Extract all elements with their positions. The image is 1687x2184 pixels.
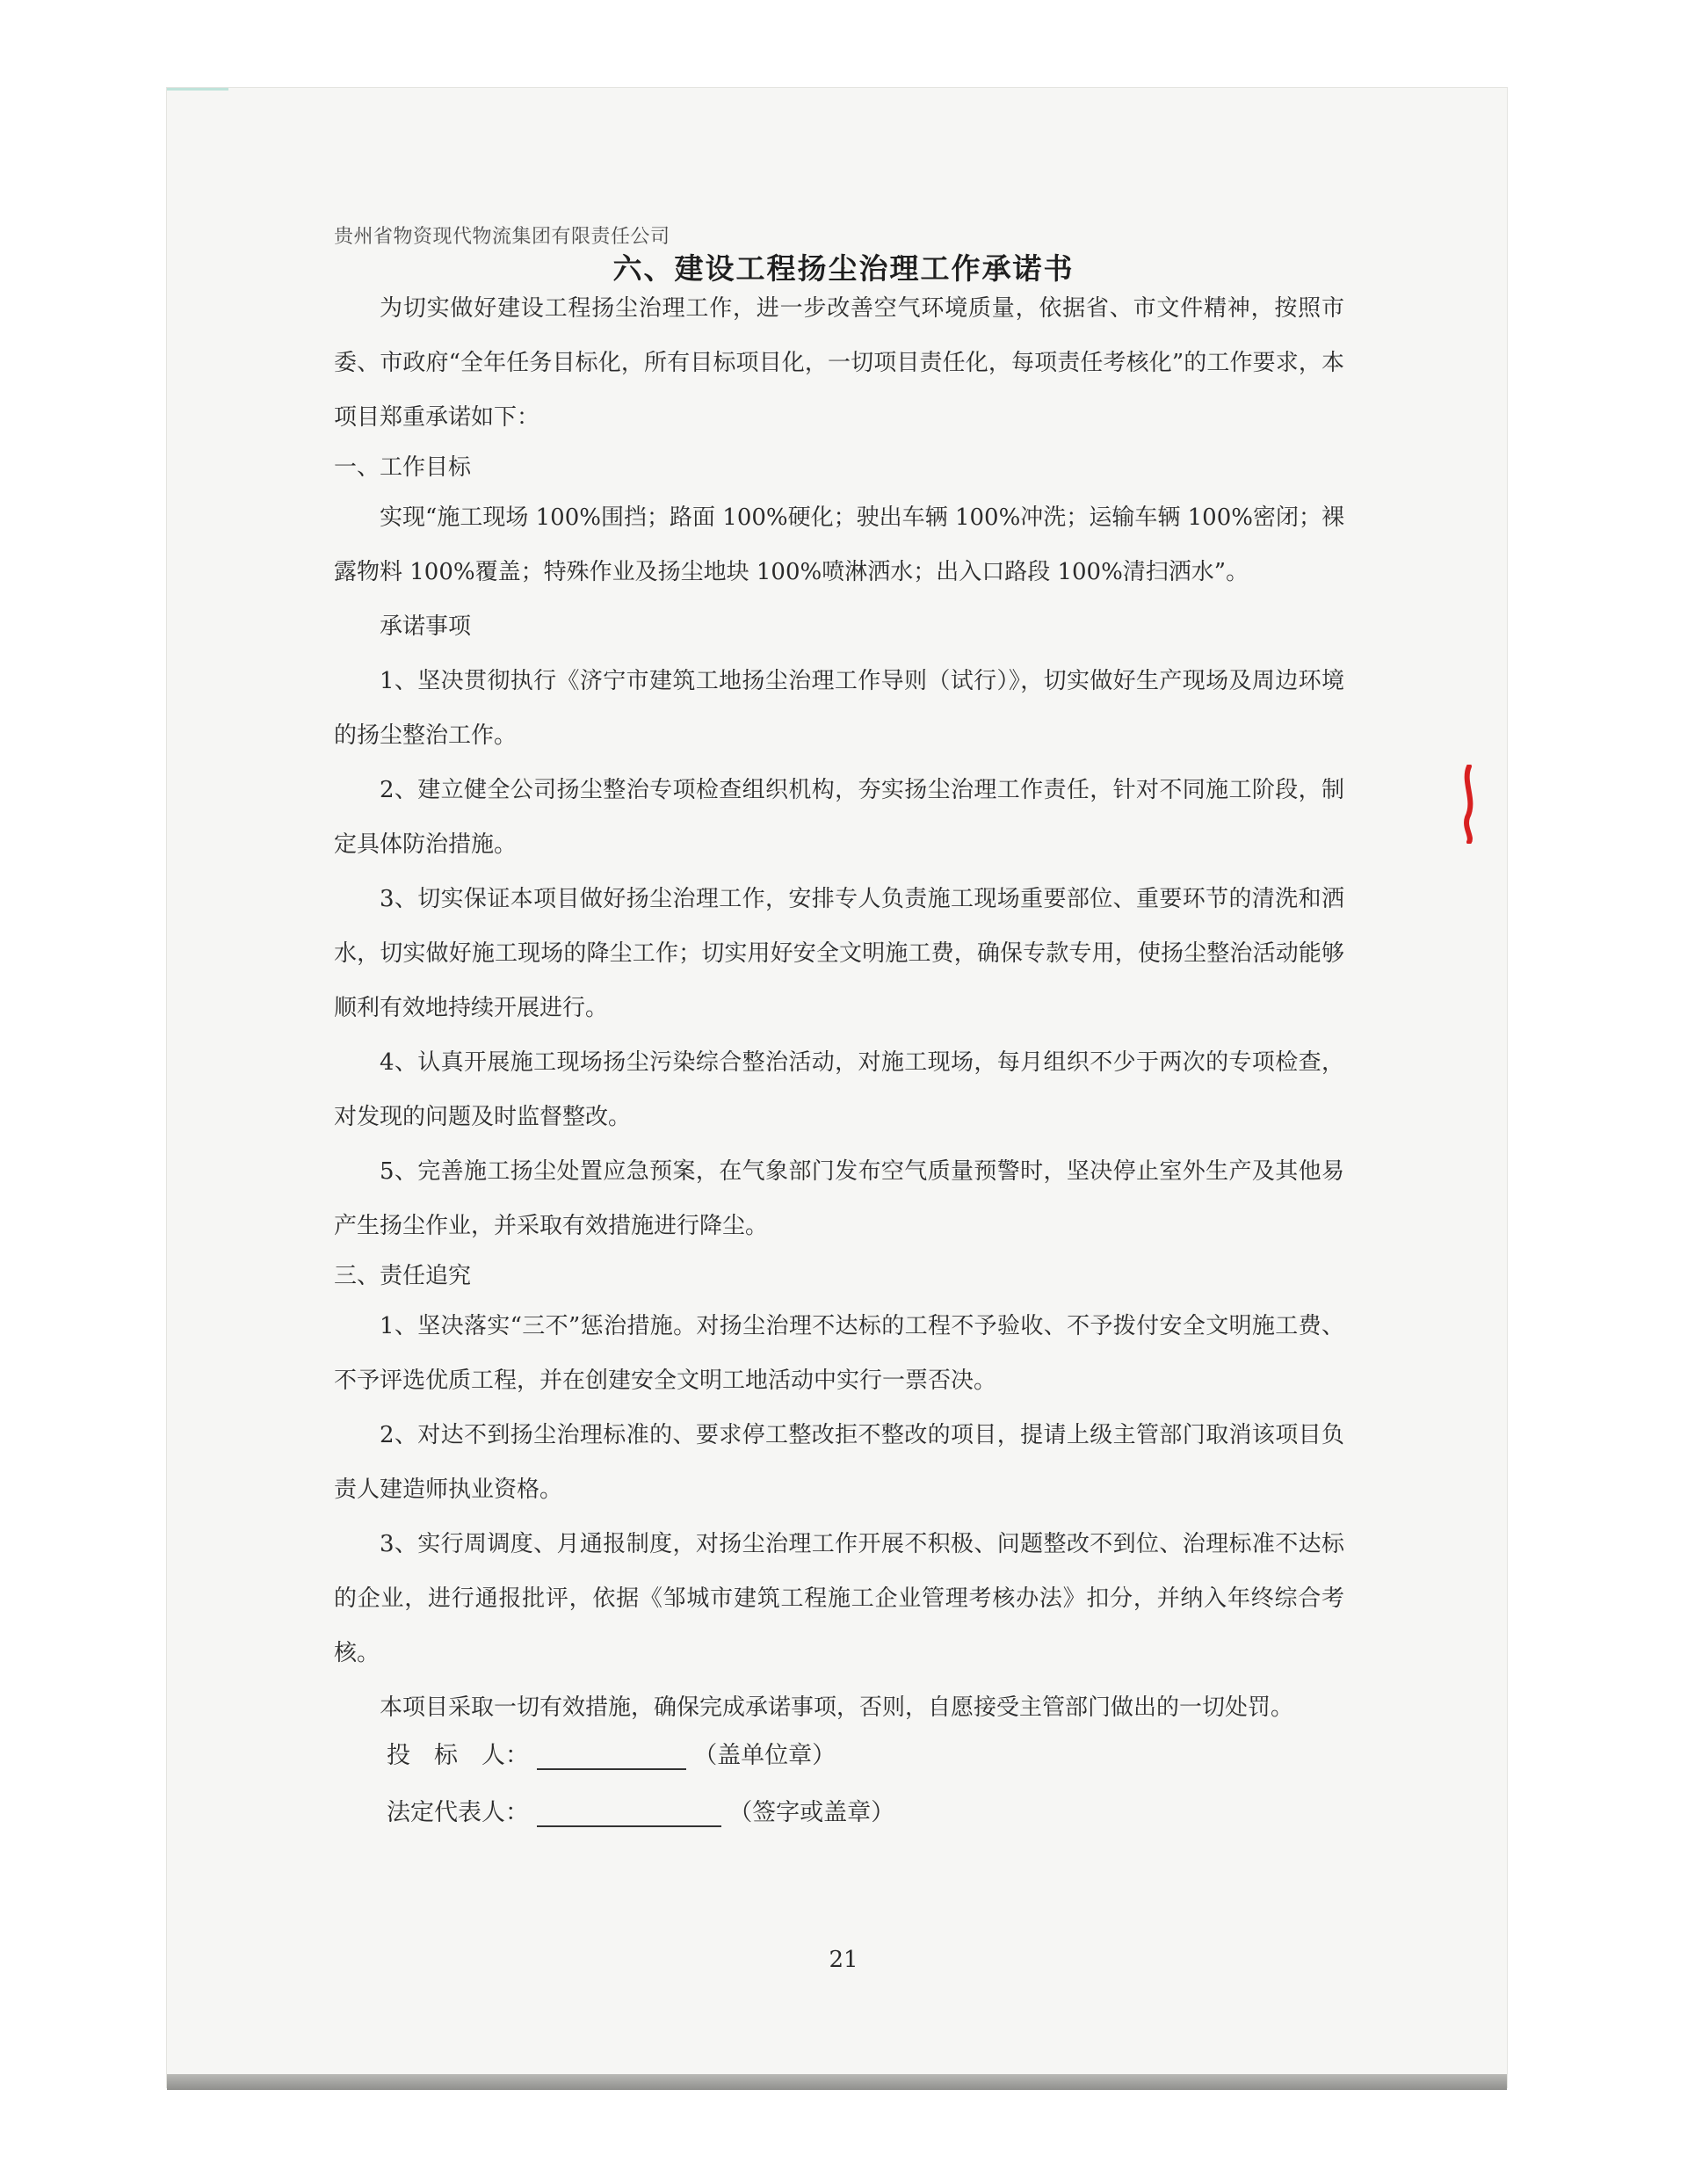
representative-signature-row xyxy=(387,1793,894,1827)
document-body xyxy=(334,281,1344,1735)
intro-paragraph: 为切实做好建设工程扬尘治理工作，进一步改善空气环境质量，依据省、市文件精神，按照市委、市政府“全年任务目标化，所有目标项目化，一切项目责任化，每项责任考核化”的工作要求，本项目郑重承诺如下： xyxy=(334,295,1344,431)
commitment-item: 4、认真开展施工现场扬尘污染综合整治活动，对施工现场，每月组织不少于两次的专项检查，对发现的问题及时监督整改。 xyxy=(334,1049,1344,1130)
bidder-label: 投 标 人： xyxy=(387,1742,529,1769)
commitment-item: 2、建立健全公司扬尘整治专项检查组织机构，夯实扬尘治理工作责任，针对不同施工阶段，制定具体防治措施。 xyxy=(334,777,1344,858)
bidder-blank-line xyxy=(537,1742,686,1770)
representative-blank-line xyxy=(537,1799,721,1827)
company-header: 贵州省物资现代物流集团有限责任公司 xyxy=(334,226,670,248)
page-number: 21 xyxy=(829,1947,858,1973)
document-title: 六、建设工程扬尘治理工作承诺书 xyxy=(612,251,1075,286)
edge-mark xyxy=(167,88,228,91)
accountability-item: 3、实行周调度、月通报制度，对扬尘治理工作开展不积极、问题整改不到位、治理标准不达标的企业，进行通报批评，依据《邹城市建筑工程施工企业管理考核办法》扣分，并纳入年终综合考核。 xyxy=(334,1531,1344,1666)
accountability-item: 2、对达不到扬尘治理标准的、要求停工整改拒不整改的项目，提请上级主管部门取消该项目负责人建造师执业资格。 xyxy=(334,1422,1344,1503)
representative-label: 法定代表人： xyxy=(387,1799,529,1826)
closing-paragraph: 本项目采取一切有效措施，确保完成承诺事项，否则，自愿接受主管部门做出的一切处罚。 xyxy=(380,1694,1294,1721)
bidder-signature-row xyxy=(387,1736,836,1770)
goal-paragraph: 实现“施工现场 100%围挡；路面 100%硬化；驶出车辆 100%冲洗；运输车辆 100%密闭；裸露物料 100%覆盖；特殊作业及扬尘地块 100%喷淋洒水；出入口路段 100%清扫洒水”。 xyxy=(334,504,1344,585)
section-heading-accountability: 三、责任追究 xyxy=(334,1263,472,1289)
commitment-item: 3、切实保证本项目做好扬尘治理工作，安排专人负责施工现场重要部位、重要环节的清洗和洒水，切实做好施工现场的降尘工作；切实用好安全文明施工费，确保专款专用，使扬尘整治活动能够顺利有效地持续开展进行。 xyxy=(334,886,1344,1021)
commitment-item: 1、坚决贯彻执行《济宁市建筑工地扬尘治理工作导则（试行）》，切实做好生产现场及周边环境的扬尘整治工作。 xyxy=(334,668,1344,749)
representative-note: （签字或盖章） xyxy=(728,1799,895,1826)
section-heading-goals: 一、工作目标 xyxy=(334,454,472,481)
bidder-note: （盖单位章） xyxy=(693,1742,836,1769)
section-heading-commitments: 承诺事项 xyxy=(380,613,472,640)
paper-bottom-shadow xyxy=(167,2074,1507,2090)
commitment-item: 5、完善施工扬尘处置应急预案，在气象部门发布空气质量预警时，坚决停止室外生产及其他易产生扬尘作业，并采取有效措施进行降尘。 xyxy=(334,1158,1344,1239)
red-seal-fragment-icon xyxy=(1459,765,1481,844)
accountability-item: 1、坚决落实“三不”惩治措施。对扬尘治理不达标的工程不予验收、不予拨付安全文明施工费、不予评选优质工程，并在创建安全文明工地活动中实行一票否决。 xyxy=(334,1313,1344,1394)
